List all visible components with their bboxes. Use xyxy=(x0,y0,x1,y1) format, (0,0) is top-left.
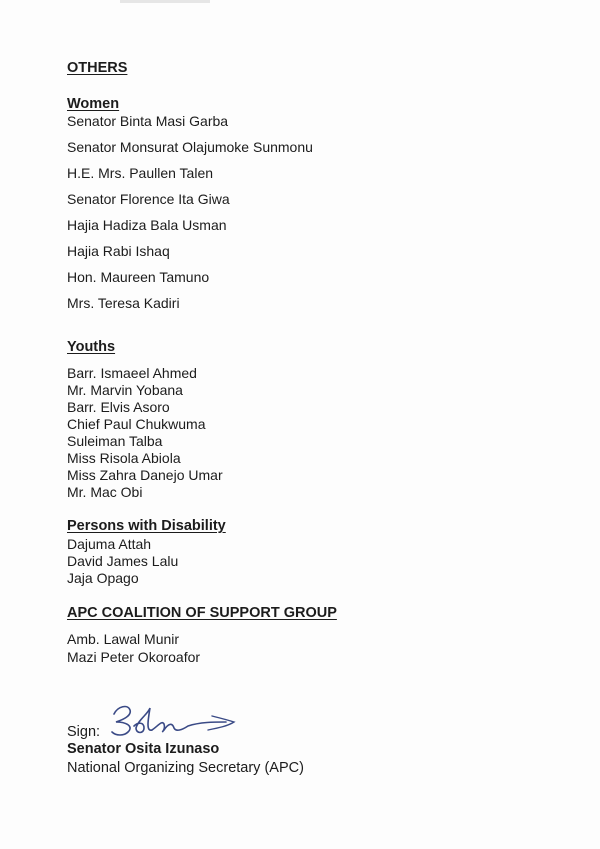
youths-member: Suleiman Talba xyxy=(67,433,163,449)
women-member: H.E. Mrs. Paullen Talen xyxy=(67,165,214,181)
signer-title: National Organizing Secretary (APC) xyxy=(67,760,304,776)
signer-name: Senator Osita Izunaso xyxy=(67,741,220,757)
youths-member: Miss Zahra Danejo Umar xyxy=(67,467,223,483)
youths-heading: Youths xyxy=(67,339,116,355)
women-member: Senator Monsurat Olajumoke Sunmonu xyxy=(67,139,313,155)
apc-heading: APC COALITION OF SUPPORT GROUP xyxy=(67,605,337,621)
disability-member: Dajuma Attah xyxy=(67,536,152,552)
disability-member: David James Lalu xyxy=(67,553,179,569)
women-member: Senator Florence Ita Giwa xyxy=(67,191,230,207)
disability-member: Jaja Opago xyxy=(67,570,139,586)
youths-member: Barr. Elvis Asoro xyxy=(67,399,170,415)
youths-member: Miss Risola Abiola xyxy=(67,450,181,466)
women-member: Mrs. Teresa Kadiri xyxy=(67,295,180,311)
disability-heading: Persons with Disability xyxy=(67,518,226,534)
women-member: Hajia Rabi Ishaq xyxy=(67,243,170,259)
youths-member: Mr. Marvin Yobana xyxy=(67,382,183,398)
women-heading: Women xyxy=(67,96,120,112)
women-member: Hon. Maureen Tamuno xyxy=(67,269,210,285)
sign-label: Sign: xyxy=(67,724,101,740)
women-member: Hajia Hadiza Bala Usman xyxy=(67,217,227,233)
section-title: OTHERS xyxy=(67,60,128,76)
youths-member: Mr. Mac Obi xyxy=(67,484,143,500)
apc-member: Mazi Peter Okoroafor xyxy=(67,649,201,665)
women-member: Senator Binta Masi Garba xyxy=(67,113,229,129)
apc-member: Amb. Lawal Munir xyxy=(67,631,180,647)
scan-artifact xyxy=(120,0,210,3)
youths-member: Barr. Ismaeel Ahmed xyxy=(67,365,197,381)
youths-member: Chief Paul Chukwuma xyxy=(67,416,206,432)
